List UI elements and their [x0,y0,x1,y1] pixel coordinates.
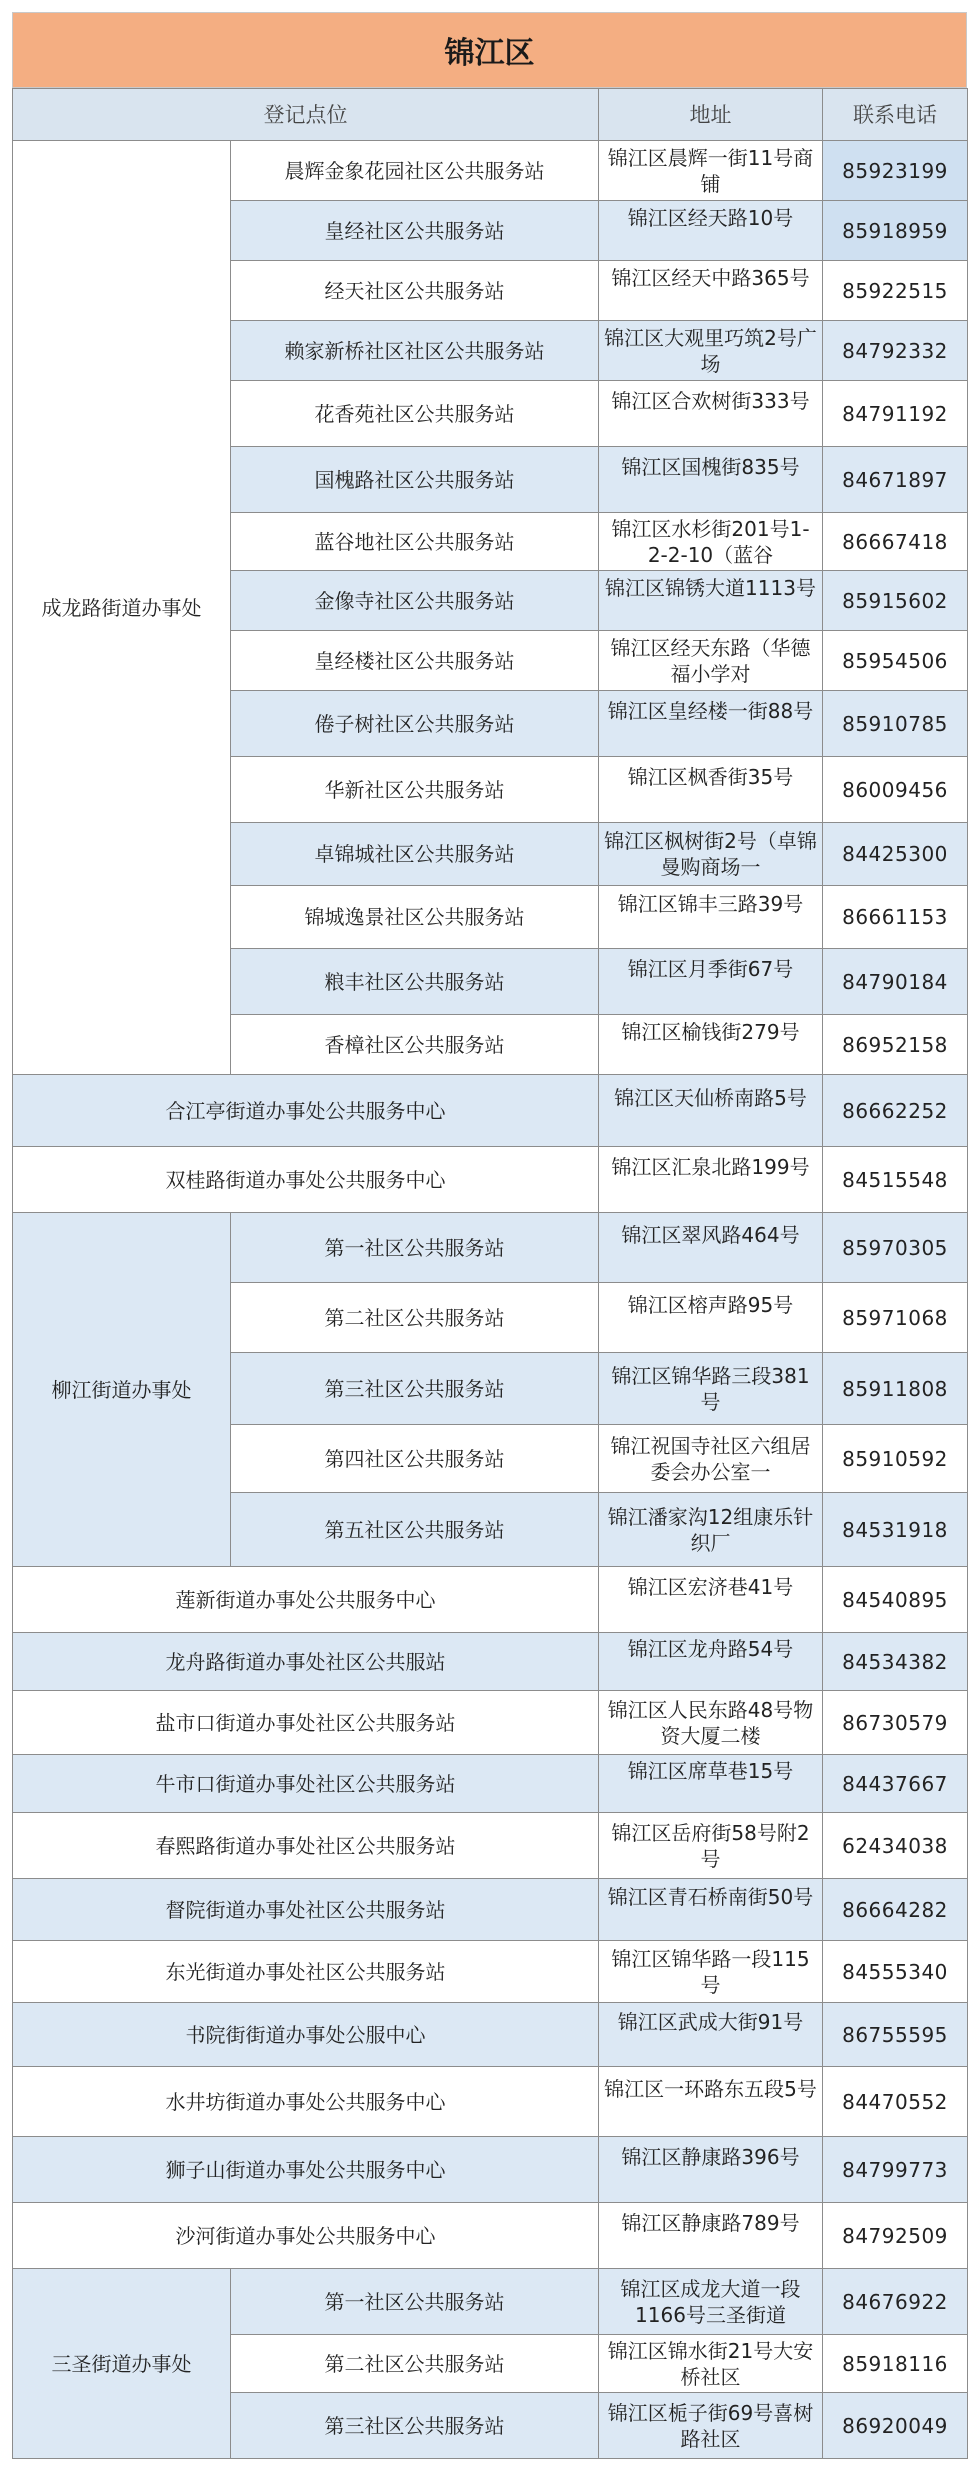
address-cell [599,141,823,201]
address-cell [599,757,823,823]
phone-cell: 85910785 [823,691,968,757]
phone-cell: 85918116 [823,2335,968,2393]
phone-cell: 86755595 [823,2003,968,2067]
service-center-cell: 盐市口街道办事处社区公共服务站 [13,1691,599,1755]
phone-cell: 85971068 [823,1283,968,1353]
station-cell: 第二社区公共服务站 [231,1283,599,1353]
address-text: 锦江区锦水街21号大安桥社区 [607,2338,814,2389]
address-cell [599,1755,823,1813]
address-cell [599,2203,823,2269]
service-center-cell: 春熙路街道办事处社区公共服务站 [13,1813,599,1879]
address-text: 锦江区席草巷15号 [627,1758,794,1783]
address-cell [599,949,823,1015]
table-row [13,2003,968,2067]
station-cell: 第四社区公共服务站 [231,1425,599,1493]
table-row [13,1633,968,1691]
address-cell [599,1283,823,1353]
address-cell [599,381,823,447]
address-text: 锦江区经天中路365号 [611,265,810,290]
address-text: 锦江区大观里巧筑2号广场 [604,325,817,376]
table-row [13,2137,968,2203]
table-row [13,1147,968,1213]
phone-cell: 62434038 [823,1813,968,1879]
phone-cell: 84555340 [823,1941,968,2003]
station-cell: 蓝谷地社区公共服务站 [231,513,599,571]
phone-cell: 84791192 [823,381,968,447]
address-cell [599,2067,823,2137]
address-text: 锦江区静康路396号 [621,2144,800,2169]
phone-cell: 86952158 [823,1015,968,1075]
address-text: 锦江区天仙桥南路5号 [614,1085,807,1110]
address-text: 锦江区锦华路三段381号 [611,1363,810,1414]
table-row [13,1567,968,1633]
station-cell: 经天社区公共服务站 [231,261,599,321]
address-text: 锦江区锦华路一段115号 [611,1946,810,1997]
header-point: 登记点位 [13,89,599,141]
table-row [13,1755,968,1813]
street-office-cell: 成龙路街道办事处 [13,141,231,1075]
address-text: 锦江区宏济巷41号 [627,1574,794,1599]
address-cell [599,1425,823,1493]
address-cell [599,1691,823,1755]
station-cell: 第二社区公共服务站 [231,2335,599,2393]
address-text: 锦江区经天东路（华德福小学对 [610,635,811,686]
address-text: 锦江祝国寺社区六组居委会办公室一 [610,1433,811,1484]
phone-cell: 85970305 [823,1213,968,1283]
station-cell: 晨辉金象花园社区公共服务站 [231,141,599,201]
address-cell [599,513,823,571]
address-cell [599,1879,823,1941]
address-text: 锦江潘家沟12组康乐针织厂 [607,1504,814,1555]
phone-cell: 84425300 [823,823,968,886]
address-cell [599,261,823,321]
table-row [13,141,968,201]
table-row [13,1075,968,1147]
phone-cell: 86920049 [823,2393,968,2459]
station-cell: 皇经楼社区公共服务站 [231,631,599,691]
address-text: 锦江区锦锈大道1113号 [605,575,816,600]
service-center-cell: 双桂路街道办事处公共服务中心 [13,1147,599,1213]
table-row [13,1813,968,1879]
phone-cell: 85911808 [823,1353,968,1425]
service-center-cell: 牛市口街道办事处社区公共服务站 [13,1755,599,1813]
phone-cell: 86661153 [823,886,968,949]
station-cell: 花香苑社区公共服务站 [231,381,599,447]
phone-cell: 84799773 [823,2137,968,2203]
address-cell [599,2335,823,2393]
phone-cell: 85910592 [823,1425,968,1493]
address-text: 锦江区人民东路48号物资大厦二楼 [607,1697,814,1748]
address-cell [599,1633,823,1691]
address-cell [599,1075,823,1147]
service-center-cell: 莲新街道办事处公共服务中心 [13,1567,599,1633]
address-text: 锦江区枫香街35号 [627,764,794,789]
address-text: 锦江区成龙大道一段1166号三圣街道 [620,2276,801,2327]
phone-cell: 84790184 [823,949,968,1015]
address-cell [599,447,823,513]
address-text: 锦江区翠风路464号 [621,1222,800,1247]
phone-cell: 84792509 [823,2203,968,2269]
address-cell [599,321,823,381]
table-row [13,1691,968,1755]
address-text: 锦江区经天路10号 [627,205,794,230]
station-cell: 第五社区公共服务站 [231,1493,599,1567]
service-center-cell: 水井坊街道办事处公共服务中心 [13,2067,599,2137]
street-office-cell: 三圣街道办事处 [13,2269,231,2459]
address-text: 锦江区锦丰三路39号 [617,892,804,916]
address-text: 锦江区榕声路95号 [627,1292,794,1317]
table-row [13,1941,968,2003]
phone-cell: 86009456 [823,757,968,823]
address-cell [599,1213,823,1283]
address-text: 锦江区龙舟路54号 [627,1636,794,1661]
phone-cell: 84515548 [823,1147,968,1213]
phone-cell: 84470552 [823,2067,968,2137]
service-center-cell: 龙舟路街道办事处社区公共服站 [13,1633,599,1691]
address-cell [599,1353,823,1425]
phone-cell: 86667418 [823,513,968,571]
phone-cell: 85923199 [823,141,968,201]
address-cell [599,823,823,886]
address-cell [599,691,823,757]
table-row [13,2269,968,2335]
address-cell [599,1941,823,2003]
address-cell [599,2269,823,2335]
address-text: 锦江区静康路789号 [621,2210,800,2235]
registration-sheet [12,12,967,2480]
station-cell: 第一社区公共服务站 [231,1213,599,1283]
phone-cell: 85954506 [823,631,968,691]
phone-cell: 84531918 [823,1493,968,1567]
address-text: 锦江区青石桥南街50号 [607,1884,814,1909]
header-row [13,89,968,141]
station-cell: 香樟社区公共服务站 [231,1015,599,1075]
street-office-cell: 柳江街道办事处 [13,1213,231,1567]
phone-cell: 86730579 [823,1691,968,1755]
district-title: 锦江区 [12,12,967,88]
phone-cell: 84671897 [823,447,968,513]
registration-table [12,88,968,2459]
address-cell [599,1813,823,1879]
phone-cell: 86662252 [823,1075,968,1147]
address-cell [599,1147,823,1213]
address-text: 锦江区国槐街835号 [621,454,800,479]
address-cell [599,2393,823,2459]
header-phone: 联系电话 [823,89,968,141]
service-center-cell: 东光街道办事处社区公共服务站 [13,1941,599,2003]
station-cell: 金像寺社区公共服务站 [231,571,599,631]
phone-cell: 84534382 [823,1633,968,1691]
address-text: 锦江区皇经楼一街88号 [607,698,814,723]
address-text: 锦江区榆钱街279号 [621,1019,800,1044]
address-text: 锦江区晨辉一街11号商铺 [607,145,814,196]
phone-cell: 84437667 [823,1755,968,1813]
station-cell: 华新社区公共服务站 [231,757,599,823]
service-center-cell: 沙河街道办事处公共服务中心 [13,2203,599,2269]
address-cell [599,571,823,631]
address-text: 锦江区合欢树街333号 [611,388,810,413]
station-cell: 第三社区公共服务站 [231,1353,599,1425]
table-row [13,1213,968,1283]
phone-cell: 86664282 [823,1879,968,1941]
address-cell [599,2137,823,2203]
address-text: 锦江区栀子街69号喜树路社区 [607,2400,814,2451]
address-cell [599,1493,823,1567]
station-cell: 赖家新桥社区社区公共服务站 [231,321,599,381]
address-text: 锦江区一环路东五段5号 [604,2076,817,2101]
station-cell: 第三社区公共服务站 [231,2393,599,2459]
address-cell [599,1567,823,1633]
address-text: 锦江区月季街67号 [627,956,794,981]
phone-cell: 84540895 [823,1567,968,1633]
address-text: 锦江区水杉街201号1-2-2-10（蓝谷 [611,516,810,567]
station-cell: 第一社区公共服务站 [231,2269,599,2335]
service-center-cell: 合江亭街道办事处公共服务中心 [13,1075,599,1147]
station-cell: 卓锦城社区公共服务站 [231,823,599,886]
phone-cell: 84792332 [823,321,968,381]
phone-cell: 85922515 [823,261,968,321]
address-text: 锦江区岳府街58号附2号 [611,1820,810,1871]
address-text: 锦江区枫树街2号（卓锦曼购商场一 [604,829,817,879]
table-row [13,2203,968,2269]
address-text: 锦江区汇泉北路199号 [611,1154,810,1179]
address-text: 锦江区武成大街91号 [617,2009,804,2034]
address-cell [599,631,823,691]
station-cell: 倦子树社区公共服务站 [231,691,599,757]
phone-cell: 84676922 [823,2269,968,2335]
address-cell [599,2003,823,2067]
service-center-cell: 书院街街道办事处公服中心 [13,2003,599,2067]
address-cell [599,201,823,261]
station-cell: 皇经社区公共服务站 [231,201,599,261]
service-center-cell: 督院街道办事处社区公共服务站 [13,1879,599,1941]
table-row [13,2067,968,2137]
station-cell: 国槐路社区公共服务站 [231,447,599,513]
phone-cell: 85915602 [823,571,968,631]
service-center-cell: 狮子山街道办事处公共服务中心 [13,2137,599,2203]
address-cell [599,886,823,949]
phone-cell: 85918959 [823,201,968,261]
table-row [13,1879,968,1941]
station-cell: 锦城逸景社区公共服务站 [231,886,599,949]
address-cell [599,1015,823,1075]
station-cell: 粮丰社区公共服务站 [231,949,599,1015]
header-address: 地址 [599,89,823,141]
